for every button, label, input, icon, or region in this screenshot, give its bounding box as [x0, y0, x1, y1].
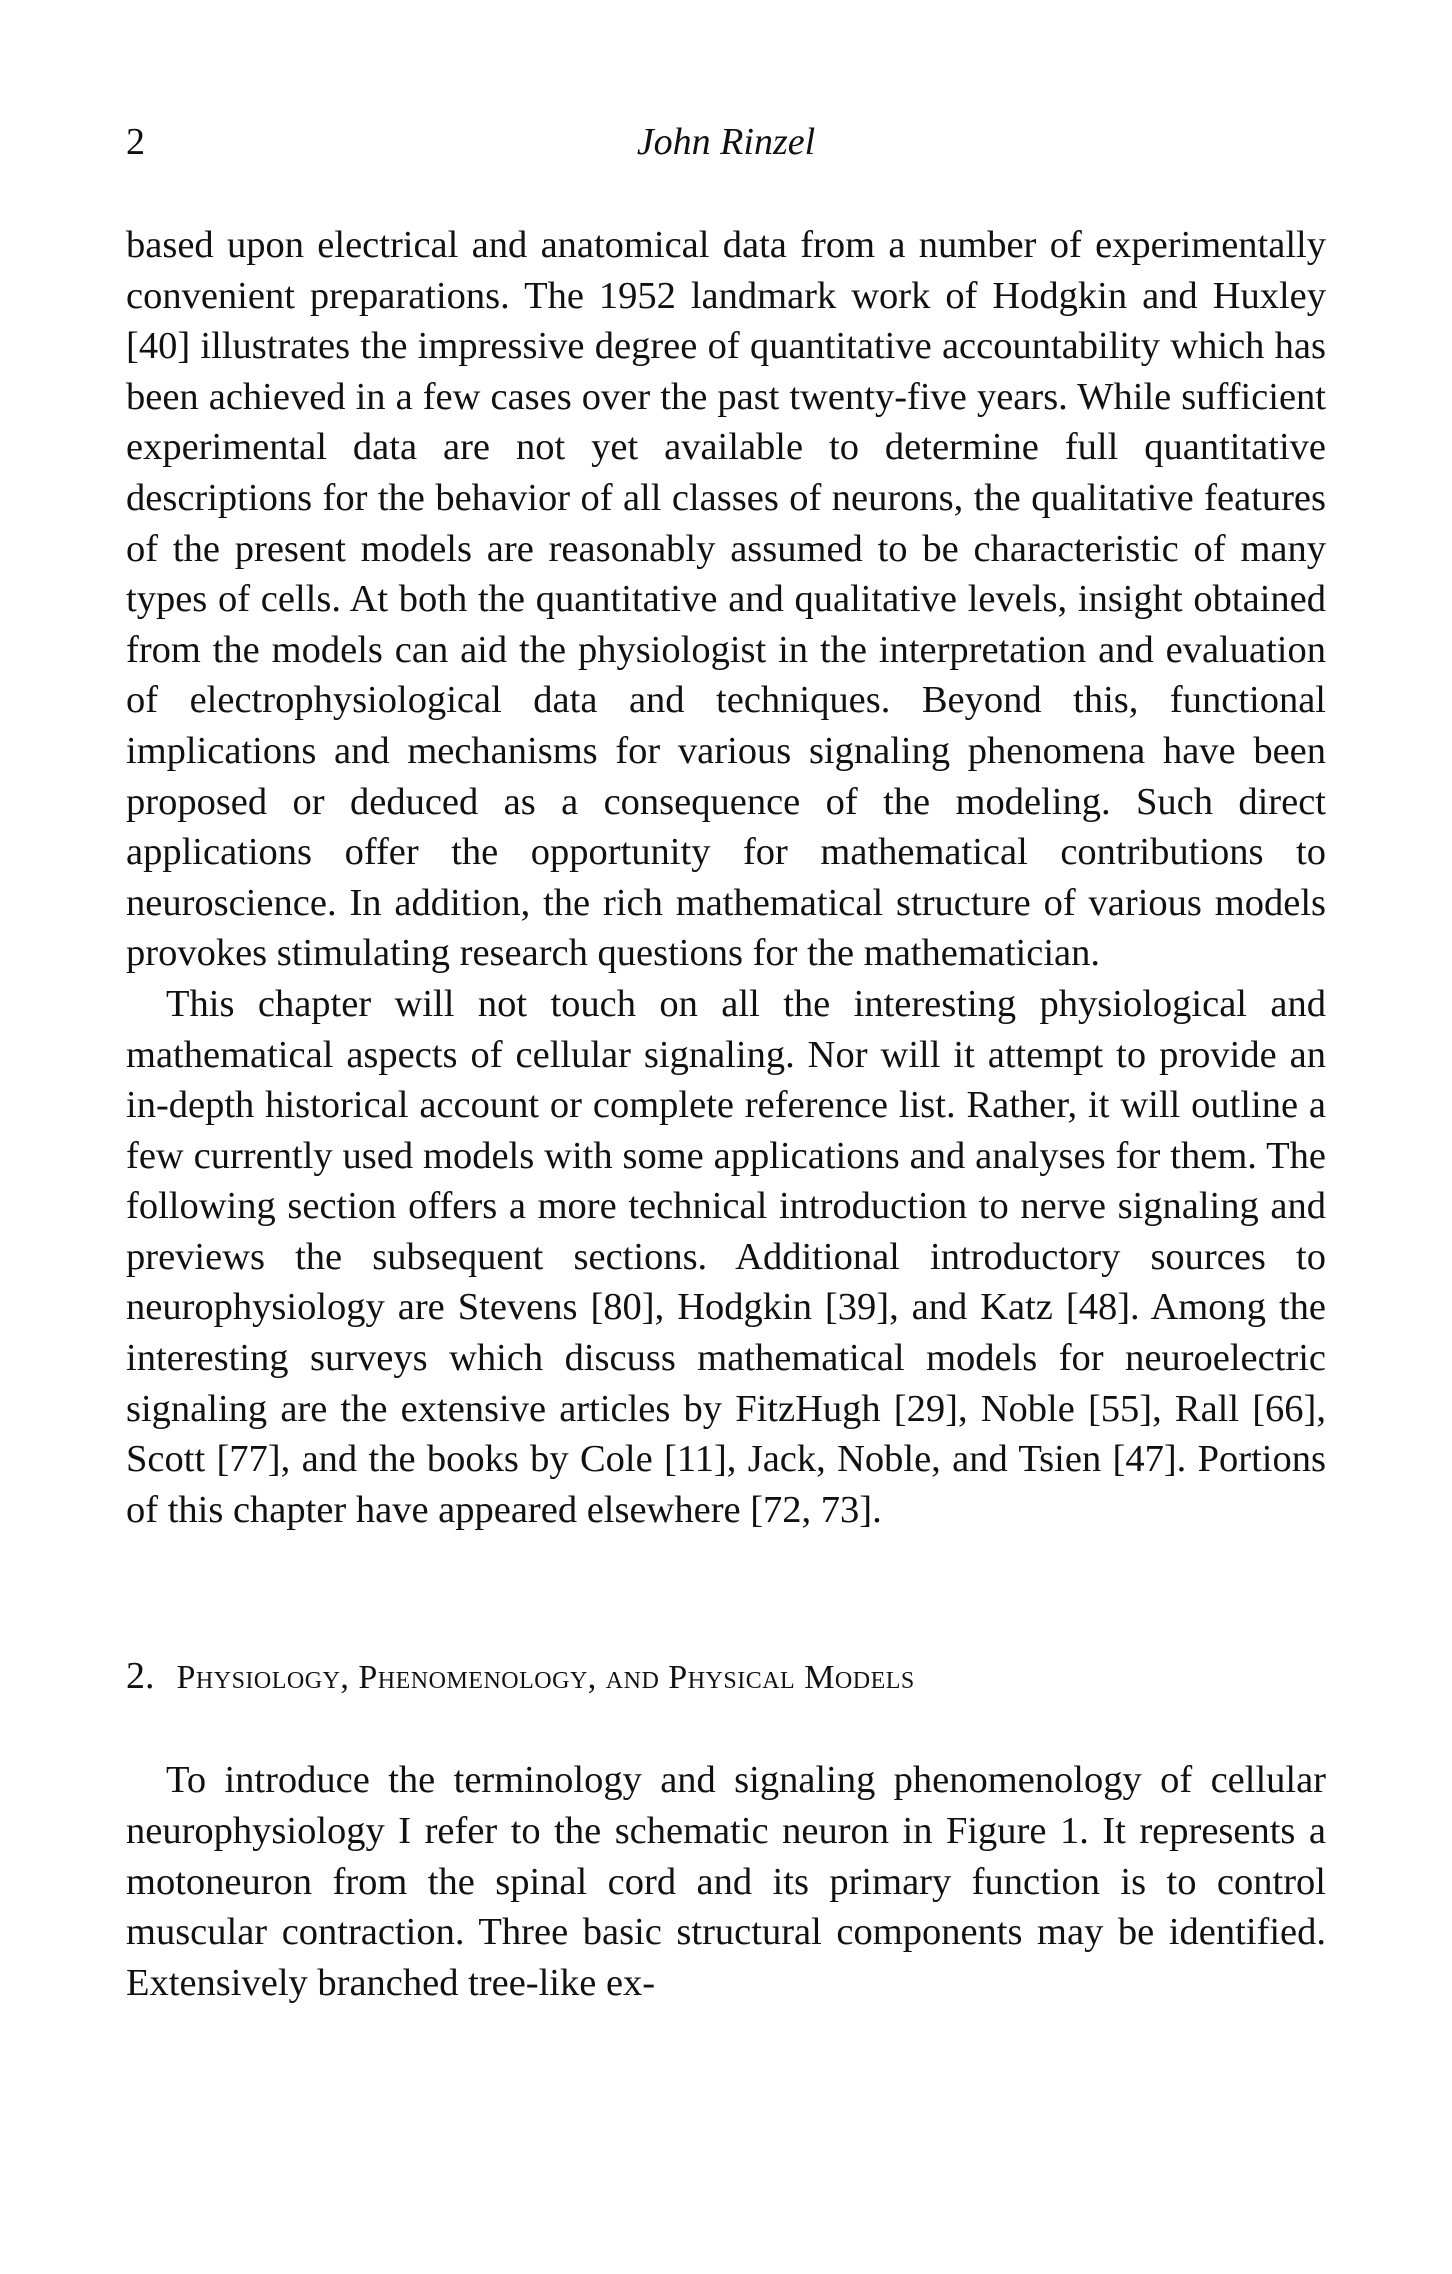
section-title: Physiology, Phenomenology, and Physical Models: [176, 1659, 915, 1697]
section-number: 2.: [126, 1655, 155, 1698]
paragraph-section-intro: To introduce the terminology and signaling phenomenology of cellular neurophysiology I refer to the schematic neuron in Figure 1. It represents a motoneuron from the spinal cord and its primary function is to control muscular contraction. Three basic structural components may be identified. Extensively branched tree-like ex-: [126, 1759, 1326, 2004]
body-text: [126, 220, 1326, 2008]
paragraph-continuation: based upon electrical and anatomical data from a number of experimentally convenient preparations. The 1952 landmark work of Hodgkin and Huxley [40] illustrates the impressive degree of quantitative accountability which has been achieved in a few cases over the past twenty-five years. While sufficient experimental data are not yet available to determine full quantitative descriptions for the behavior of all classes of neurons, the qualitative features of the present models are reasonably assumed to be characteristic of many types of cells. At both the quantitative and qualitative levels, insight obtained from the models can aid the physiologist in the interpretation and evaluation of electrophysiological data and techniques. Beyond this, functional implications and mechanisms for various signaling phenomena have been proposed or deduced as a consequence of the modeling. Such direct applications offer the opportunity for mathematical contributions to neuroscience. In addition, the rich mathematical structure of various models provokes stimulating research questions for the mathematician.: [126, 224, 1326, 975]
running-head: [126, 112, 1326, 172]
book-page: [126, 112, 1326, 2008]
paragraph-chapter-scope: This chapter will not touch on all the interesting physiological and mathematical aspects of cellular signaling. Nor will it attempt to provide an in-depth historical account or complete reference list. Rather, it will outline a few currently used models with some applications and analyses for them. The following section offers a more technical introduction to nerve signaling and previews the subsequent sections. Additional introductory sources to neurophysiology are Stevens [80], Hodgkin [39], and Katz [48]. Among the interesting surveys which discuss mathematical models for neuroelectric signaling are the extensive articles by FitzHugh [29], Noble [55], Rall [66], Scott [77], and the books by Cole [11], Jack, Noble, and Tsien [47]. Portions of this chapter have appeared elsewhere [72, 73].: [126, 982, 1326, 1531]
running-title: John Rinzel: [636, 121, 816, 163]
page-number: 2: [126, 121, 145, 163]
section-heading: [126, 1651, 1326, 1703]
